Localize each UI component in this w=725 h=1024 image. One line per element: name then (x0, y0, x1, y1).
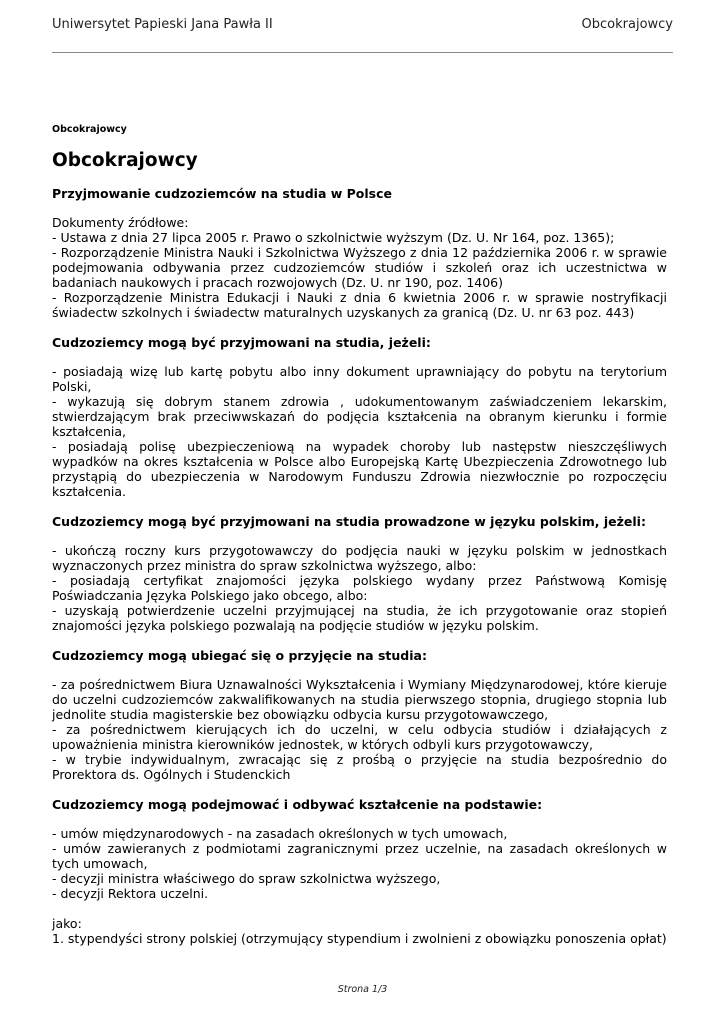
section-list (52, 826, 667, 901)
list-item: - decyzji ministra właściwego do spraw szkolnictwa wyższego, (52, 871, 441, 886)
breadcrumb: Obcokrajowcy (52, 124, 127, 135)
list-item: - posiadają certyfikat znajomości języka polskiego wydany przez Państwową Komisję Poświadczania Języka Polskiego jako obcego, albo: (52, 573, 667, 603)
list-item: 1. stypendyści strony polskiej (otrzymujący stypendium i zwolnieni z obowiązku ponoszenia opłat) (52, 931, 667, 946)
section-heading: Cudzoziemcy mogą być przyjmowani na studia, jeżeli: (52, 335, 431, 350)
section-heading: Cudzoziemcy mogą ubiegać się o przyjęcie na studia: (52, 648, 427, 663)
section-heading: Cudzoziemcy mogą podejmować i odbywać kształcenie na podstawie: (52, 797, 543, 812)
source-item: - Rozporządzenie Ministra Edukacji i Nauki z dnia 6 kwietnia 2006 r. w sprawie nostryfikacji świadectw szkolnych i świadectw maturalnych uzyskanych za granicą (Dz. U. nr 63 poz. 443) (52, 290, 667, 320)
jako-label: jako: (52, 916, 82, 931)
list-item: - posiadają polisę ubezpieczeniową na wypadek choroby lub następstw nieszczęśliwych wypadków na okres kształcenia w Polsce albo Europejską Kartę Ubezpieczenia Zdrowotnego lub przystąpią do ubezpieczenia w Narodowym Funduszu Zdrowia niezwłocznie po rozpoczęciu kształcenia. (52, 439, 667, 499)
list-item: - za pośrednictwem kierujących ich do uczelni, w celu odbycia studiów i działających z upoważnienia ministra kierowników jednostek, w których odbyli kurs przygotowawczy, (52, 722, 667, 752)
list-item: - uzyskają potwierdzenie uczelni przyjmującej na studia, że ich przygotowanie oraz stopień znajomości języka polskiego pozwalają na podjęcie studiów w języku polskim. (52, 603, 667, 633)
page-header (52, 14, 673, 53)
sources-block (52, 215, 667, 320)
section-list (52, 364, 667, 499)
list-item: - ukończą roczny kurs przygotowawczy do podjęcia nauki w języku polskim w jednostkach wyznaczonych przez ministra do spraw szkolnictwa wyższego, albo: (52, 543, 667, 573)
list-item: - umów międzynarodowych - na zasadach określonych w tych umowach, (52, 826, 508, 841)
sources-label: Dokumenty źródłowe: (52, 215, 189, 230)
list-item: - za pośrednictwem Biura Uznawalności Wykształcenia i Wymiany Międzynarodowej, które kieruje do uczelni cudzoziemców zakwalifikowanych na studia pierwszego stopnia, drugiego stopnia lub jednolite studia magisterskie bez obowiązku odbycia kursu przygotowawczego, (52, 677, 667, 722)
page-subtitle: Przyjmowanie cudzoziemców na studia w Polsce (52, 186, 393, 201)
section-list (52, 543, 667, 633)
source-item: - Ustawa z dnia 27 lipca 2005 r. Prawo o szkolnictwie wyższym (Dz. U. Nr 164, poz. 1365); (52, 230, 615, 245)
jako-block (52, 916, 667, 946)
document-body (52, 118, 667, 946)
header-section-name: Obcokrajowcy (581, 17, 673, 32)
source-item: - Rozporządzenie Ministra Nauki i Szkolnictwa Wyższego z dnia 12 października 2006 r. w sprawie podejmowania odbywania przez cudzoziemców studiów i szkoleń oraz ich uczestnictwa w badaniach naukowych i pracach rozwojowych (Dz. U. nr 190, poz. 1406) (52, 245, 667, 290)
list-item: - posiadają wizę lub kartę pobytu albo inny dokument uprawniający do pobytu na terytorium Polski, (52, 364, 667, 394)
section-list (52, 677, 667, 782)
list-item: - decyzji Rektora uczelni. (52, 886, 209, 901)
page-title: Obcokrajowcy (52, 150, 198, 171)
list-item: - umów zawieranych z podmiotami zagranicznymi przez uczelnie, na zasadach określonych w tych umowach, (52, 841, 667, 871)
page-number: Strona 1/3 (337, 984, 388, 995)
header-university-name: Uniwersytet Papieski Jana Pawła II (52, 17, 273, 32)
list-item: - wykazują się dobrym stanem zdrowia , udokumentowanym zaświadczeniem lekarskim, stwierdzającym brak przeciwwskazań do podjęcia kształcenia na obranym kierunku i formie kształcenia, (52, 394, 667, 439)
section-heading: Cudzoziemcy mogą być przyjmowani na studia prowadzone w języku polskim, jeżeli: (52, 514, 646, 529)
list-item: - w trybie indywidualnym, zwracając się z prośbą o przyjęcie na studia bezpośrednio do Prorektora ds. Ogólnych i Studenckich (52, 752, 667, 782)
